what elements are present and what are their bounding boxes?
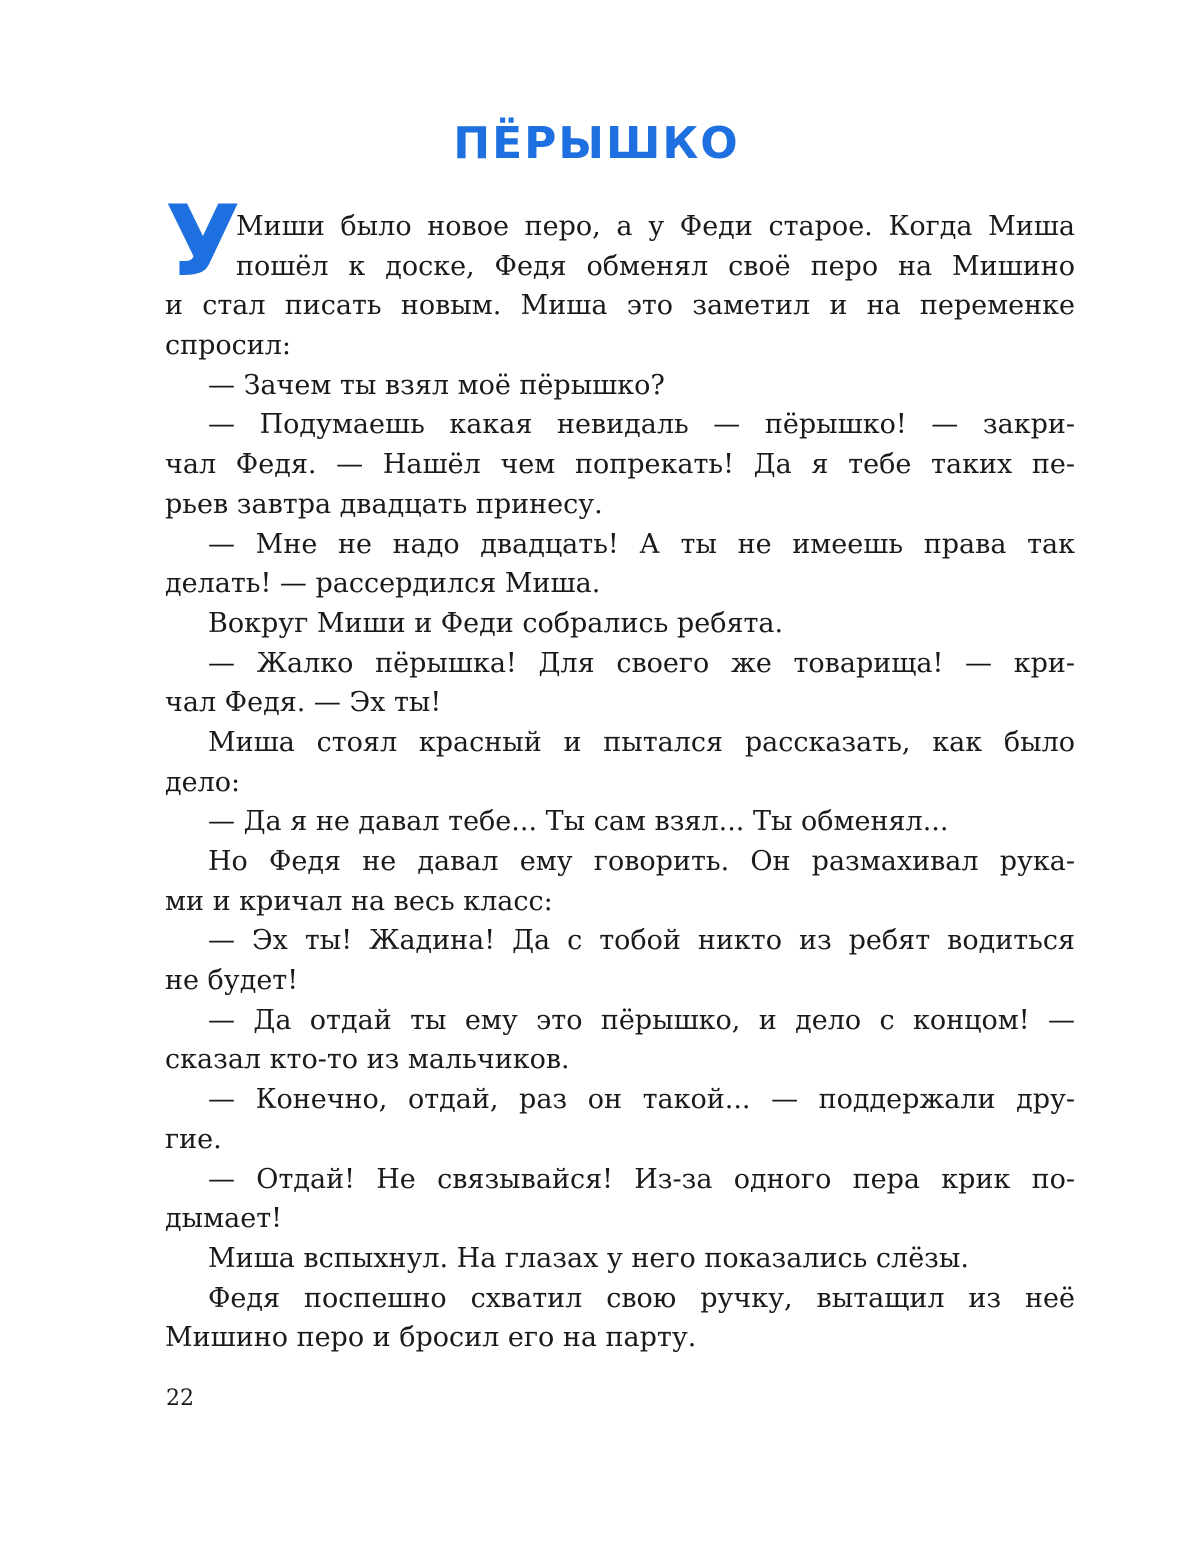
text-line: дымает! xyxy=(165,1203,282,1235)
text-line: ми и кричал на весь класс: xyxy=(165,885,553,917)
text-line: чал Федя. — Нашёл чем попрекать! Да я тебе таких пе- xyxy=(165,449,1075,481)
text-line: — Да я не давал тебе... Ты сам взял... Ты обменял... xyxy=(208,806,949,838)
text-line: Федя поспешно схватил свою ручку, вытащил из неё xyxy=(208,1282,1075,1314)
text-line: Миши было новое перо, а у Феди старое. Когда Миша xyxy=(236,211,1075,242)
story-title: ПЁРЫШКО xyxy=(453,118,740,169)
text-line: чал Федя. — Эх ты! xyxy=(165,687,442,719)
text-line: — Зачем ты взял моё пёрышко? xyxy=(208,369,665,401)
text-line: гие. xyxy=(165,1123,222,1155)
text-line: — Отдай! Не связывайся! Из-за одного пера крик по- xyxy=(208,1163,1075,1195)
text-line: не будет! xyxy=(165,965,299,997)
text-line: — Мне не надо двадцать! А ты не имеешь права так xyxy=(208,528,1075,560)
text-line: Миша вспыхнул. На глазах у него показались слёзы. xyxy=(208,1242,969,1274)
text-line: спросил: xyxy=(165,330,292,362)
text-line: сказал кто-то из мальчиков. xyxy=(165,1044,570,1076)
text-line: дело: xyxy=(165,766,241,798)
drop-cap: У xyxy=(165,185,241,299)
page-number: 22 xyxy=(166,1386,194,1411)
text-line: пошёл к доске, Федя обменял своё перо на Мишино xyxy=(236,250,1075,282)
text-line: Мишино перо и бросил его на парту. xyxy=(165,1322,697,1354)
text-line: рьев завтра двадцать принесу. xyxy=(165,488,603,520)
text-line: делать! — рассердился Миша. xyxy=(165,568,601,600)
text-line: — Конечно, отдай, раз он такой... — поддержали дру- xyxy=(208,1084,1075,1116)
text-line: и стал писать новым. Миша это заметил и на переменке xyxy=(165,290,1075,322)
text-line: — Да отдай ты ему это пёрышко, и дело с концом! — xyxy=(208,1004,1075,1036)
text-line: — Эх ты! Жадина! Да с тобой никто из ребят водиться xyxy=(208,925,1075,957)
text-line: Но Федя не давал ему говорить. Он размахивал рука- xyxy=(208,846,1075,877)
story-text xyxy=(165,207,1075,1358)
text-line: Миша стоял красный и пытался рассказать, как было xyxy=(208,726,1075,758)
text-line: — Жалко пёрышка! Для своего же товарища! — кри- xyxy=(208,647,1075,679)
text-line: — Подумаешь какая невидаль — пёрышко! — закри- xyxy=(208,409,1075,441)
text-line: Вокруг Миши и Феди собрались ребята. xyxy=(208,607,784,639)
